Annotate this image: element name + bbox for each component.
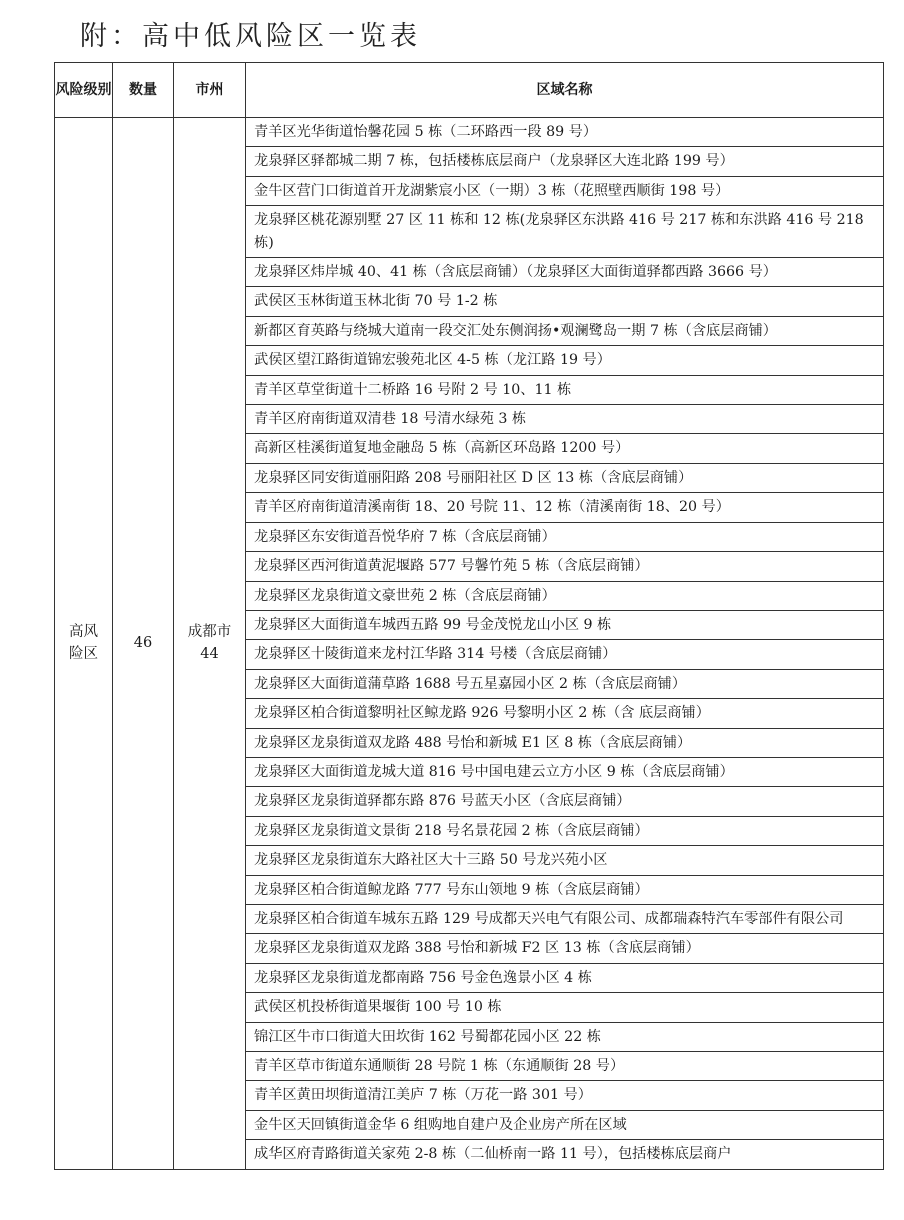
area-name-cell: 龙泉驿区龙泉街道双龙路 488 号怡和新城 E1 区 8 栋（含底层商铺） — [246, 728, 884, 757]
page-title: 附：高中低风险区一览表 — [80, 21, 421, 52]
area-name-cell: 龙泉驿区桃花源别墅 27 区 11 栋和 12 栋(龙泉驿区东洪路 416 号 217 栋和东洪路 416 号 218 栋) — [246, 206, 884, 258]
area-name-cell: 龙泉驿区龙泉街道双龙路 388 号怡和新城 F2 区 13 栋（含底层商铺） — [246, 934, 884, 963]
city-count: 44 — [200, 646, 219, 663]
area-name-cell: 武侯区机投桥街道果堰街 100 号 10 栋 — [246, 993, 884, 1022]
table-header-row — [55, 63, 884, 118]
area-name-cell: 金牛区天回镇街道金华 6 组购地自建户及企业房产所在区域 — [246, 1110, 884, 1139]
area-name-cell: 龙泉驿区柏合街道车城东五路 129 号成都天兴电气有限公司、成都瑞森特汽车零部件有限公司 — [246, 904, 884, 933]
area-name-cell: 金牛区营门口街道首开龙湖紫宸小区（一期）3 栋（花照壁西顺街 198 号） — [246, 176, 884, 205]
area-name-cell: 龙泉驿区龙泉街道文豪世苑 2 栋（含底层商铺） — [246, 581, 884, 610]
area-name-cell: 成华区府青路街道关家苑 2-8 栋（二仙桥南一路 11 号），包括楼栋底层商户 — [246, 1140, 884, 1169]
area-name-cell: 龙泉驿区西河街道黄泥堰路 577 号馨竹苑 5 栋（含底层商铺） — [246, 552, 884, 581]
header-risk-level: 风险级别 — [55, 63, 113, 118]
area-name-cell: 青羊区府南街道双清巷 18 号清水绿苑 3 栋 — [246, 405, 884, 434]
area-name-cell: 龙泉驿区龙泉街道文景街 218 号名景花园 2 栋（含底层商铺） — [246, 816, 884, 845]
area-name-cell: 青羊区府南街道清溪南街 18、20 号院 11、12 栋（清溪南街 18、20 号） — [246, 493, 884, 522]
table-body — [55, 118, 884, 1170]
area-name-cell: 高新区桂溪街道复地金融岛 5 栋（高新区环岛路 1200 号） — [246, 434, 884, 463]
header-city: 市州 — [174, 63, 246, 118]
area-name-cell: 龙泉驿区龙泉街道龙都南路 756 号金色逸景小区 4 栋 — [246, 963, 884, 992]
area-name-cell: 龙泉驿区同安街道丽阳路 208 号丽阳社区 D 区 13 栋（含底层商铺） — [246, 463, 884, 492]
risk-area-table — [54, 62, 884, 1170]
city-cell — [174, 118, 246, 1170]
area-name-cell: 龙泉驿区十陵街道来龙村江华路 314 号楼（含底层商铺） — [246, 640, 884, 669]
area-name-cell: 龙泉驿区柏合街道鲸龙路 777 号东山领地 9 栋（含底层商铺） — [246, 875, 884, 904]
area-name-cell: 龙泉驿区驿都城二期 7 栋，包括楼栋底层商户（龙泉驿区大连北路 199 号） — [246, 147, 884, 176]
area-name-cell: 龙泉驿区大面街道车城西五路 99 号金茂悦龙山小区 9 栋 — [246, 610, 884, 639]
area-name-cell: 青羊区黄田坝街道清江美庐 7 栋（万花一路 301 号） — [246, 1081, 884, 1110]
area-name-cell: 锦江区牛市口街道大田坎街 162 号蜀都花园小区 22 栋 — [246, 1022, 884, 1051]
table-row — [55, 118, 884, 147]
area-name-cell: 青羊区光华街道怡馨花园 5 栋（二环路西一段 89 号） — [246, 118, 884, 147]
area-name-cell: 龙泉驿区大面街道龙城大道 816 号中国电建云立方小区 9 栋（含底层商铺） — [246, 757, 884, 786]
city-name: 成都市 — [187, 624, 232, 641]
area-name-cell: 新都区育英路与绕城大道南一段交汇处东侧润扬•观澜鹭岛一期 7 栋（含底层商铺） — [246, 316, 884, 345]
area-name-cell: 龙泉驿区柏合街道黎明社区鲸龙路 926 号黎明小区 2 栋（含 底层商铺） — [246, 699, 884, 728]
area-name-cell: 青羊区草堂街道十二桥路 16 号附 2 号 10、11 栋 — [246, 375, 884, 404]
header-area-name: 区域名称 — [246, 63, 884, 118]
area-name-cell: 龙泉驿区龙泉街道驿都东路 876 号蓝天小区（含底层商铺） — [246, 787, 884, 816]
area-name-cell: 龙泉驿区大面街道蒲草路 1688 号五星嘉园小区 2 栋（含底层商铺） — [246, 669, 884, 698]
area-name-cell: 龙泉驿区东安街道吾悦华府 7 栋（含底层商铺） — [246, 522, 884, 551]
area-name-cell: 龙泉驿区龙泉街道东大路社区大十三路 50 号龙兴苑小区 — [246, 846, 884, 875]
count-cell: 46 — [113, 118, 174, 1170]
area-name-cell: 武侯区望江路街道锦宏骏苑北区 4-5 栋（龙江路 19 号） — [246, 346, 884, 375]
area-name-cell: 武侯区玉林街道玉林北街 70 号 1-2 栋 — [246, 287, 884, 316]
area-name-cell: 龙泉驿区炜岸城 40、41 栋（含底层商铺）（龙泉驿区大面街道驿都西路 3666 号） — [246, 258, 884, 287]
risk-level-cell: 高风险区 — [55, 118, 113, 1170]
area-name-cell: 青羊区草市街道东通顺街 28 号院 1 栋（东通顺街 28 号） — [246, 1052, 884, 1081]
header-count: 数量 — [113, 63, 174, 118]
